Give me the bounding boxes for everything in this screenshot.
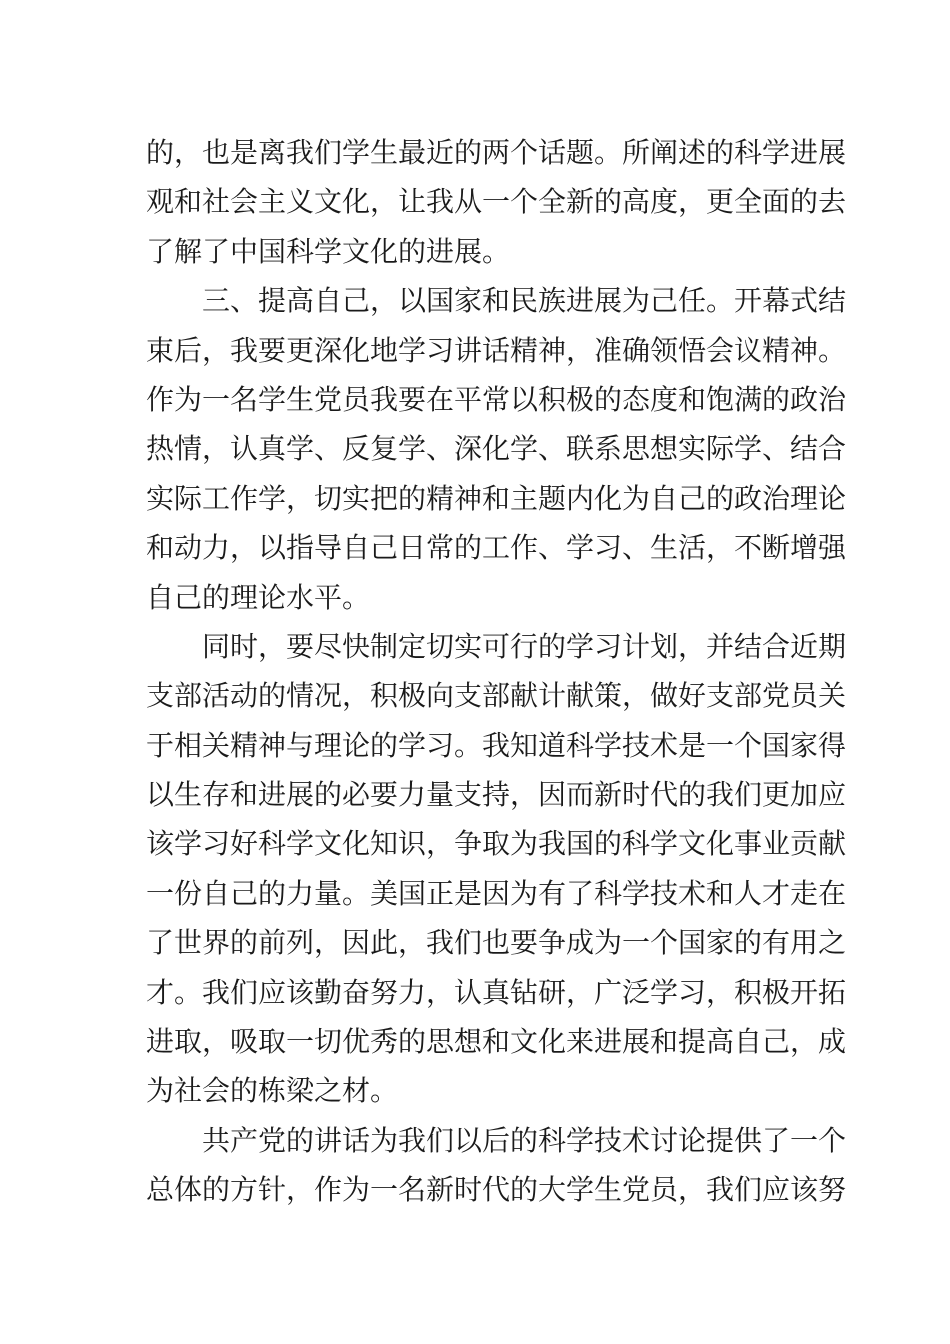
text-line: 总体的方针，作为一名新时代的大学生党员，我们应该努 — [146, 1173, 847, 1207]
paragraph-start-line: 共产党的讲话为我们以后的科学技术讨论提供了一个 — [202, 1123, 847, 1157]
text-line: 的，也是离我们学生最近的两个话题。所阐述的科学进展 — [146, 136, 847, 169]
text-line: 该学习好科学文化知识，争取为我国的科学文化事业贡献 — [146, 827, 847, 861]
text-line: 束后，我要更深化地学习讲话精神，准确领悟会议精神。 — [146, 333, 847, 367]
text-line: 进取，吸取一切优秀的思想和文化来进展和提高自己，成 — [146, 1025, 847, 1059]
paragraph-start-line: 三、提高自己，以国家和民族进展为己任。开幕式结 — [202, 284, 847, 318]
text-line: 支部活动的情况，积极向支部献计献策，做好支部党员关 — [146, 679, 847, 713]
text-line: 自己的理论水平。 — [146, 580, 371, 614]
text-line: 了解了中国科学文化的进展。 — [146, 234, 511, 268]
text-line: 以生存和进展的必要力量支持，因而新时代的我们更加应 — [146, 778, 847, 812]
text-line: 观和社会主义文化，让我从一个全新的高度，更全面的去 — [146, 185, 847, 219]
text-line: 才。我们应该勤奋努力，认真钻研，广泛学习，积极开拓 — [146, 975, 847, 1009]
text-line: 于相关精神与理论的学习。我知道科学技术是一个国家得 — [146, 728, 847, 762]
text-line: 和动力，以指导自己日常的工作、学习、生活，不断增强 — [146, 531, 847, 565]
text-line: 热情，认真学、反复学、深化学、联系思想实际学、结合 — [146, 432, 847, 466]
text-line: 为社会的栋梁之材。 — [146, 1074, 399, 1108]
text-line: 了世界的前列，因此，我们也要争成为一个国家的有用之 — [146, 926, 847, 960]
body-text — [146, 128, 847, 1215]
text-line: 作为一名学生党员我要在平常以积极的态度和饱满的政治 — [146, 382, 847, 416]
text-line: 实际工作学，切实把的精神和主题内化为自己的政治理论 — [146, 481, 847, 515]
text-line: 一份自己的力量。美国正是因为有了科学技术和人才走在 — [146, 876, 847, 910]
paragraph-start-line: 同时，要尽快制定切实可行的学习计划，并结合近期 — [202, 629, 847, 663]
